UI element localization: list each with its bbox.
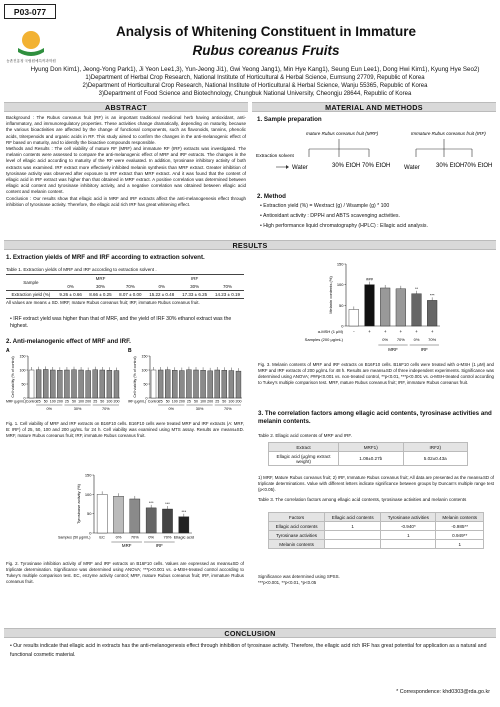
y-axis-label: Cell viability (% of control)	[11, 356, 15, 398]
results-s3-heading: 3. The correlation factors among ellagic acid contents, tyrosinase activities and melanin contents.	[258, 410, 492, 425]
bar	[64, 370, 69, 398]
table3-caption: Table 3. The correlation factors among ellagic acid contents, tyrosinase activities and melanin contents	[258, 497, 467, 502]
fig2-caption: Fig. 2. Tyrosinase inhibition activity of MRF and IRF extracts on B16F10 cells. Values are expressed as means±SD of triplicate determination. Significance was determined using ANOVA; ***p<0.001 vs. α-MSH-treated control according to Tukey's multiple comparison test. EC, enzyme activity control; MRF, mature Rubus coreanus fruit; IRF, immature Rubus coreanus fruit.	[6, 561, 244, 584]
bar	[113, 496, 123, 533]
fig3-melanin-chart	[300, 254, 460, 360]
bar	[162, 509, 172, 533]
bar	[130, 499, 140, 533]
x-tick-label: 70%	[163, 534, 172, 540]
mrf-water: Water	[292, 165, 308, 171]
significance-label: **	[414, 285, 419, 291]
abstract-conclusion: Conclusion : Our results show that ellagic acid in MRF and IRF extracts affect the anti-melanogenesis effect through inhibition of tyrosinase activity. Therefore, the ellagic acid rich IRF has great whitening effect.	[6, 195, 246, 207]
arrow-right-icon	[286, 165, 289, 169]
bar	[208, 371, 213, 398]
x-tick-label: 50	[100, 399, 105, 404]
significance-label: ***	[429, 292, 435, 298]
x-tick-label: 50	[222, 399, 227, 404]
y-tick-label: 0	[23, 396, 26, 401]
y-tick-label: 0	[145, 396, 148, 401]
results-header: RESULTS	[4, 240, 496, 250]
abstract-header: ABSTRACT	[4, 102, 248, 112]
t1-irf-head: IRF	[191, 276, 199, 282]
mrf-30etoh: 30% EtOH	[332, 163, 361, 169]
x-tick-label: 200	[207, 399, 214, 404]
panel-label: A	[6, 348, 10, 354]
y-tick-label: 50	[87, 511, 92, 517]
correspondence: * Correspondence: khd0303@rda.go.kr	[396, 689, 490, 695]
x-tick-label: 100	[49, 399, 56, 404]
method-bullet-2: • Antioxidant activity : DPPH and ABTS scavenging activities.	[260, 213, 400, 219]
x-axis-label: Samples (200 μg/mL)	[304, 337, 343, 342]
bar	[201, 370, 206, 398]
x-tick-label: 0%	[115, 534, 122, 540]
bar	[114, 371, 119, 398]
x-tick-label: 100	[78, 399, 85, 404]
group-label: 30%	[73, 407, 82, 411]
bar	[179, 371, 184, 398]
table1-caption: Table 1. Extraction yields of MRF and IRF according to extraction solvent .	[6, 267, 157, 272]
y-tick-label: 100	[84, 491, 92, 497]
institute-logo	[6, 26, 56, 68]
y-tick-label: 150	[19, 354, 26, 359]
extraction-label: Extraction solvent	[256, 154, 294, 159]
irf-title: Immature Rubus coreanus fruit (IRF)	[411, 131, 486, 136]
bar	[107, 370, 112, 398]
x-tick-label: 25	[64, 399, 69, 404]
bar	[50, 370, 55, 398]
logo-text: 농촌진흥청 국립원예특작과학원	[6, 59, 56, 63]
x-tick-label: 200	[235, 399, 242, 404]
method-heading: 2. Method	[257, 193, 286, 200]
x-tick-label: 100	[200, 399, 207, 404]
sample-prep-heading: 1. Sample preparation	[257, 116, 322, 123]
group-label: MRF	[388, 347, 398, 352]
table1-note: All values are means ± SD. MRF, mature Rubus coreanus fruit; IRF, immature Rubus coreanus fruit.	[6, 300, 200, 305]
bar	[86, 371, 91, 398]
y-tick-label: 150	[84, 472, 92, 478]
logo-leaf-icon	[18, 48, 44, 56]
msh-sign: +	[383, 329, 387, 334]
msh-row-label: α-MSH (1 μM)	[317, 329, 343, 334]
conclusion-header: CONCLUSION	[4, 628, 496, 638]
x-tick-label: 70%	[396, 337, 405, 342]
bar	[79, 370, 84, 398]
bar	[100, 370, 105, 398]
x-tick-label: 50	[43, 399, 48, 404]
x-tick-label: 25	[36, 399, 41, 404]
bar	[57, 370, 62, 398]
y-tick-label: 0	[341, 323, 344, 329]
table-row: Ellagic acid contents 1 -0.940* -0.985**	[269, 522, 484, 531]
y-tick-label: 50	[21, 382, 26, 387]
table-row: Ellagic acid (μg/mg extract weight) 1.08±0.27b 5.02±0.43a	[269, 452, 468, 466]
irf-water: Water	[404, 165, 420, 171]
bar	[97, 494, 107, 533]
x-tick-label: EC	[99, 534, 105, 540]
poster-title-line1: Analysis of Whitening Constituent in Immature	[115, 24, 416, 39]
affiliation-3: 3)Department of Food Science and Biotechnology, Chungbuk National University, Cheongju 28644, Republic of Korea	[98, 91, 412, 98]
panel-label: B	[128, 348, 132, 354]
table-row: Tyrosinase activities 1 0.949**	[269, 531, 484, 540]
x-tick-label: 25	[215, 399, 220, 404]
msh-sign: +	[430, 329, 434, 334]
x-tick-label: Control	[25, 399, 38, 404]
fig3-caption: Fig. 3. Melanin contents of MRF and IRF extracts on B16F10 cells. B16F10 cells were treated with α-MSH (1 μM) and MRF and IRF extracts of 200 μg/mL for 48 h. Results are means±SD of three independent experiments. Significance was determined using ANOVA; ###p<0.001 vs. non-treated control, **p<0.01, ***p<0.001 vs. α-MSH-treated control according to Tukey's multiple comparison test. MRF, mature Rubus coreanus fruit; IRF, immature Rubus coreanus fruit.	[258, 362, 494, 385]
x-axis-label: MRF (μg/mL)	[6, 399, 27, 404]
results-s2-heading: 2. Anti-melanogenic effect of MRF and IRF.	[6, 338, 131, 345]
y-axis-label: Cell viability (% of control)	[133, 356, 137, 398]
bar	[365, 285, 375, 326]
y-tick-label: 0	[89, 530, 92, 536]
group-label: 30%	[195, 407, 204, 411]
x-tick-label: 50	[72, 399, 76, 404]
x-tick-label: 50	[165, 399, 170, 404]
x-tick-label: 200	[178, 399, 185, 404]
fig1a-cell-viability-mrf	[4, 346, 124, 418]
table2-caption: Table 2. Ellagic acid contents of MRF and IRF.	[258, 433, 352, 438]
msh-sign: +	[415, 329, 418, 334]
significance-label: ###	[366, 276, 373, 282]
x-tick-label: 25	[93, 399, 98, 404]
poster-id-badge: P03-077	[4, 4, 56, 19]
y-tick-label: 50	[143, 382, 148, 387]
group-label: IRF	[155, 543, 163, 548]
significance-label: ***	[148, 499, 154, 505]
logo-sun-icon	[22, 31, 40, 49]
mrf-title: mature Rubus coreanus fruit (MRF)	[306, 131, 379, 136]
table1-extraction-yields: Sample MRF IRF 0% 30% 70% 0% 30% 70% Extraction yield (%) 9.26 ± 0.66 8.66 ± 0.25 8.07 ± 0.00 15.22 ± 0.48 17.33 ± 6.25 14.23 ± 0.19	[6, 274, 244, 299]
x-tick-label: 25	[158, 399, 163, 404]
table2-ellagic-acid: Extract MRF1) IRF2) Ellagic acid (μg/mg extract weight) 1.08±0.27b 5.02±0.43a	[268, 442, 468, 466]
y-tick-label: 100	[336, 282, 344, 288]
bar	[349, 309, 359, 326]
x-tick-label: Ellagic acid	[173, 534, 194, 540]
method-bullet-3: • High performance liquid chromatography (HPLC) : Ellagic acid analysis.	[260, 223, 428, 229]
method-bullet-1: • Extraction yield (%) = Wextract (g) / Wsample (g) * 100	[260, 203, 390, 209]
methods-header: MATERIAL AND METHODS	[252, 102, 496, 112]
group-label: 0%	[168, 407, 174, 411]
table-row: Melanin contents 1	[269, 540, 484, 549]
significance-label: ***	[181, 508, 187, 514]
x-tick-label: 0%	[382, 337, 389, 342]
bar	[427, 300, 437, 326]
fig2-tyrosinase-chart	[58, 467, 198, 553]
x-tick-label: 100	[106, 399, 113, 404]
bar	[380, 288, 390, 326]
bar	[215, 370, 220, 398]
bar	[186, 370, 191, 398]
poster-title-line2: Rubus coreanus Fruits	[192, 43, 340, 58]
msh-sign: -	[353, 329, 355, 334]
irf-70etoh: 70% EtOH	[464, 163, 493, 169]
x-tick-label: 70%	[130, 534, 139, 540]
x-tick-label: 70%	[428, 337, 437, 342]
group-label: MRF	[121, 543, 132, 548]
x-tick-label: 100	[171, 399, 178, 404]
y-axis-label: Tyrosinase activity (%)	[76, 483, 81, 525]
abstract-methods: Methods and Results : The cell viability of mature RF (MRF) and immature RF (IRF) extracts was investigated. The melanin contents were assessed to compare the anti-melanogenic effect of MRF and IRF extracts. The changes in the level of ellagic acid according to maturity of the RF were evaluated. In addition, tyrosinase inhibitory activity of both extracts was examined. IRF extract more effectively inhibited melanin synthesis than MRF extract. Greater inhibition of tyrosinase activity was observed after exposure to IRF extract than MRF extract. And it was found that the content of ellagic acid in IRF extract was higher than that obtained in MRF extract. A positive correlation was determined between ellagic acid content and tyrosinase inhibitory activity, and a negative correlation was obtained between ellagic acid content and melanin content.	[6, 146, 246, 195]
table3-correlation: Factors Ellagic acid contents Tyrosinase activities Melanin contents Ellagic acid contents 1 -0.940* -0.985** Tyrosinase activities 1 0.949** Melanin contents 1	[268, 512, 484, 549]
x-tick-label: 0%	[413, 337, 420, 342]
results-bullet-1: • IRF extract yield was higher than that of MRF, and the yield of IRF 30% ethanol extract was the highest.	[10, 316, 232, 329]
bar	[236, 371, 241, 398]
bar	[412, 294, 422, 326]
bar	[151, 370, 156, 398]
bar	[158, 370, 163, 398]
affiliation-2: 2)Department of Horticultural Crop Research, National Institute of Horticultural & Herbal Science, Wanju 55365, Republic of Korea	[82, 83, 428, 90]
table-row: Extraction yield (%) 9.26 ± 0.66 8.66 ± 0.25 8.07 ± 0.00 15.22 ± 0.48 17.33 ± 6.25 14.23 ± 0.19	[6, 290, 244, 298]
affiliation-1: 1)Department of Herbal Crop Research, National Institute of Horticultural & Herbal Science, Eumsung 27709, Republic of Korea	[85, 75, 425, 81]
bar	[194, 370, 199, 398]
group-label: 70%	[102, 407, 110, 411]
y-axis-label: Melanin contents (%)	[328, 276, 333, 314]
bar	[146, 508, 156, 533]
group-label: 0%	[46, 407, 52, 411]
bar	[222, 370, 227, 398]
bar	[172, 370, 177, 398]
affiliations	[20, 74, 490, 99]
method-list	[260, 203, 494, 230]
fig1-caption: Fig. 1. Cell viability of MRF and IRF extracts on B16F10 cells. B16F10 cells were treated MRF and IRF extracts (A: MRF, B: IRF) of 25, 50, 100 and 200 μg/mL for 24 h. Cell viability was examined using MTS assay. Results are means±SD. MRF, mature Rubus coreanus fruit; IRF, immature Rubus coreanus fruit.	[6, 421, 244, 438]
x-tick-label: 25	[186, 399, 191, 404]
table3-note: Significance was determined using SPSS. ***p<0.001, **p<0.01, *p<0.05	[258, 574, 340, 585]
group-label: 70%	[224, 407, 232, 411]
group-label: IRF	[420, 347, 428, 352]
x-tick-label: Control	[147, 399, 160, 404]
y-tick-label: 100	[141, 368, 148, 373]
msh-sign: +	[368, 329, 371, 334]
x-axis-label: Samples (50 μg/mL)	[58, 535, 91, 540]
y-tick-label: 50	[339, 302, 344, 308]
bar	[72, 370, 77, 398]
sample-prep-diagram	[254, 127, 496, 189]
mrf-70etoh: 70% EtOH	[362, 163, 391, 169]
t1-mrf-head: MRF	[95, 276, 106, 282]
irf-30etoh: 30% EtOH	[436, 163, 465, 169]
x-axis-label: IRF (μg/mL)	[128, 399, 147, 404]
x-tick-label: 200	[85, 399, 92, 404]
bar	[396, 289, 406, 326]
significance-label: ***	[165, 501, 170, 507]
y-tick-label: 150	[141, 354, 148, 359]
t1-sample-head: Sample	[23, 279, 39, 285]
bar	[93, 370, 98, 398]
table2-note: 1) MRF, Mature Rubus coreanus fruit; 2) IRF, Immature Rubus coreanus fruit; All data are presented as the means±SD of triplicate determinations. Value with different letters indicate significance between groups by Duncan's multiple range test (p<0.05).	[258, 475, 494, 492]
bar	[165, 370, 170, 398]
abstract-body	[6, 115, 246, 208]
y-tick-label: 150	[336, 261, 344, 267]
authors: Hyung Don Kim1), Jeong-Yong Park1), Ji Yeon Lee1,3), Yun-Jeong Ji1), Gwi Yeong Jang1), Min Hye Kang1), Seung Eun Lee1), Dong Hwi Kim1), Kyung Hye Seo2)	[30, 66, 480, 73]
x-tick-label: 200	[56, 399, 63, 404]
x-tick-label: 0%	[148, 534, 155, 540]
fig1b-cell-viability-irf	[126, 346, 246, 418]
bar	[43, 369, 48, 398]
msh-sign: +	[399, 329, 403, 334]
abstract-background: Background : The Rubus coreanus fruit (RF) is an important traditional medicinal herb having antioxidant, anti-inflammatory, and immunoregulatory properties. These activities change dramatically, depending on maturity, because the various bioactivities are affected by the change of functional components, such as flavonoids, tannins, phenolic acids, triterpenoids and organic acids in RF. This study aimed to confirm the changes in the anti-melanogenic effect of RF based on maturity, and to identify the bioactive compounds responsible.	[6, 115, 246, 145]
bar	[29, 370, 34, 398]
bar	[36, 370, 41, 398]
conclusion-text: • Our results indicate that ellagic acid in extracts has the anti-melanogenesis effect through inhibition of tyrosinase activity. Therefore, the ellagic acid rich IRF has great potential for application as a natural and functional cosmetic material.	[10, 643, 487, 658]
x-tick-label: 50	[194, 399, 198, 404]
bar	[179, 517, 189, 533]
y-tick-label: 100	[19, 368, 26, 373]
results-s1-heading: 1. Extraction yields of MRF and IRF according to extraction solvent.	[6, 254, 205, 261]
x-tick-label: 200	[113, 399, 120, 404]
bar	[229, 371, 234, 398]
x-tick-label: 100	[228, 399, 235, 404]
